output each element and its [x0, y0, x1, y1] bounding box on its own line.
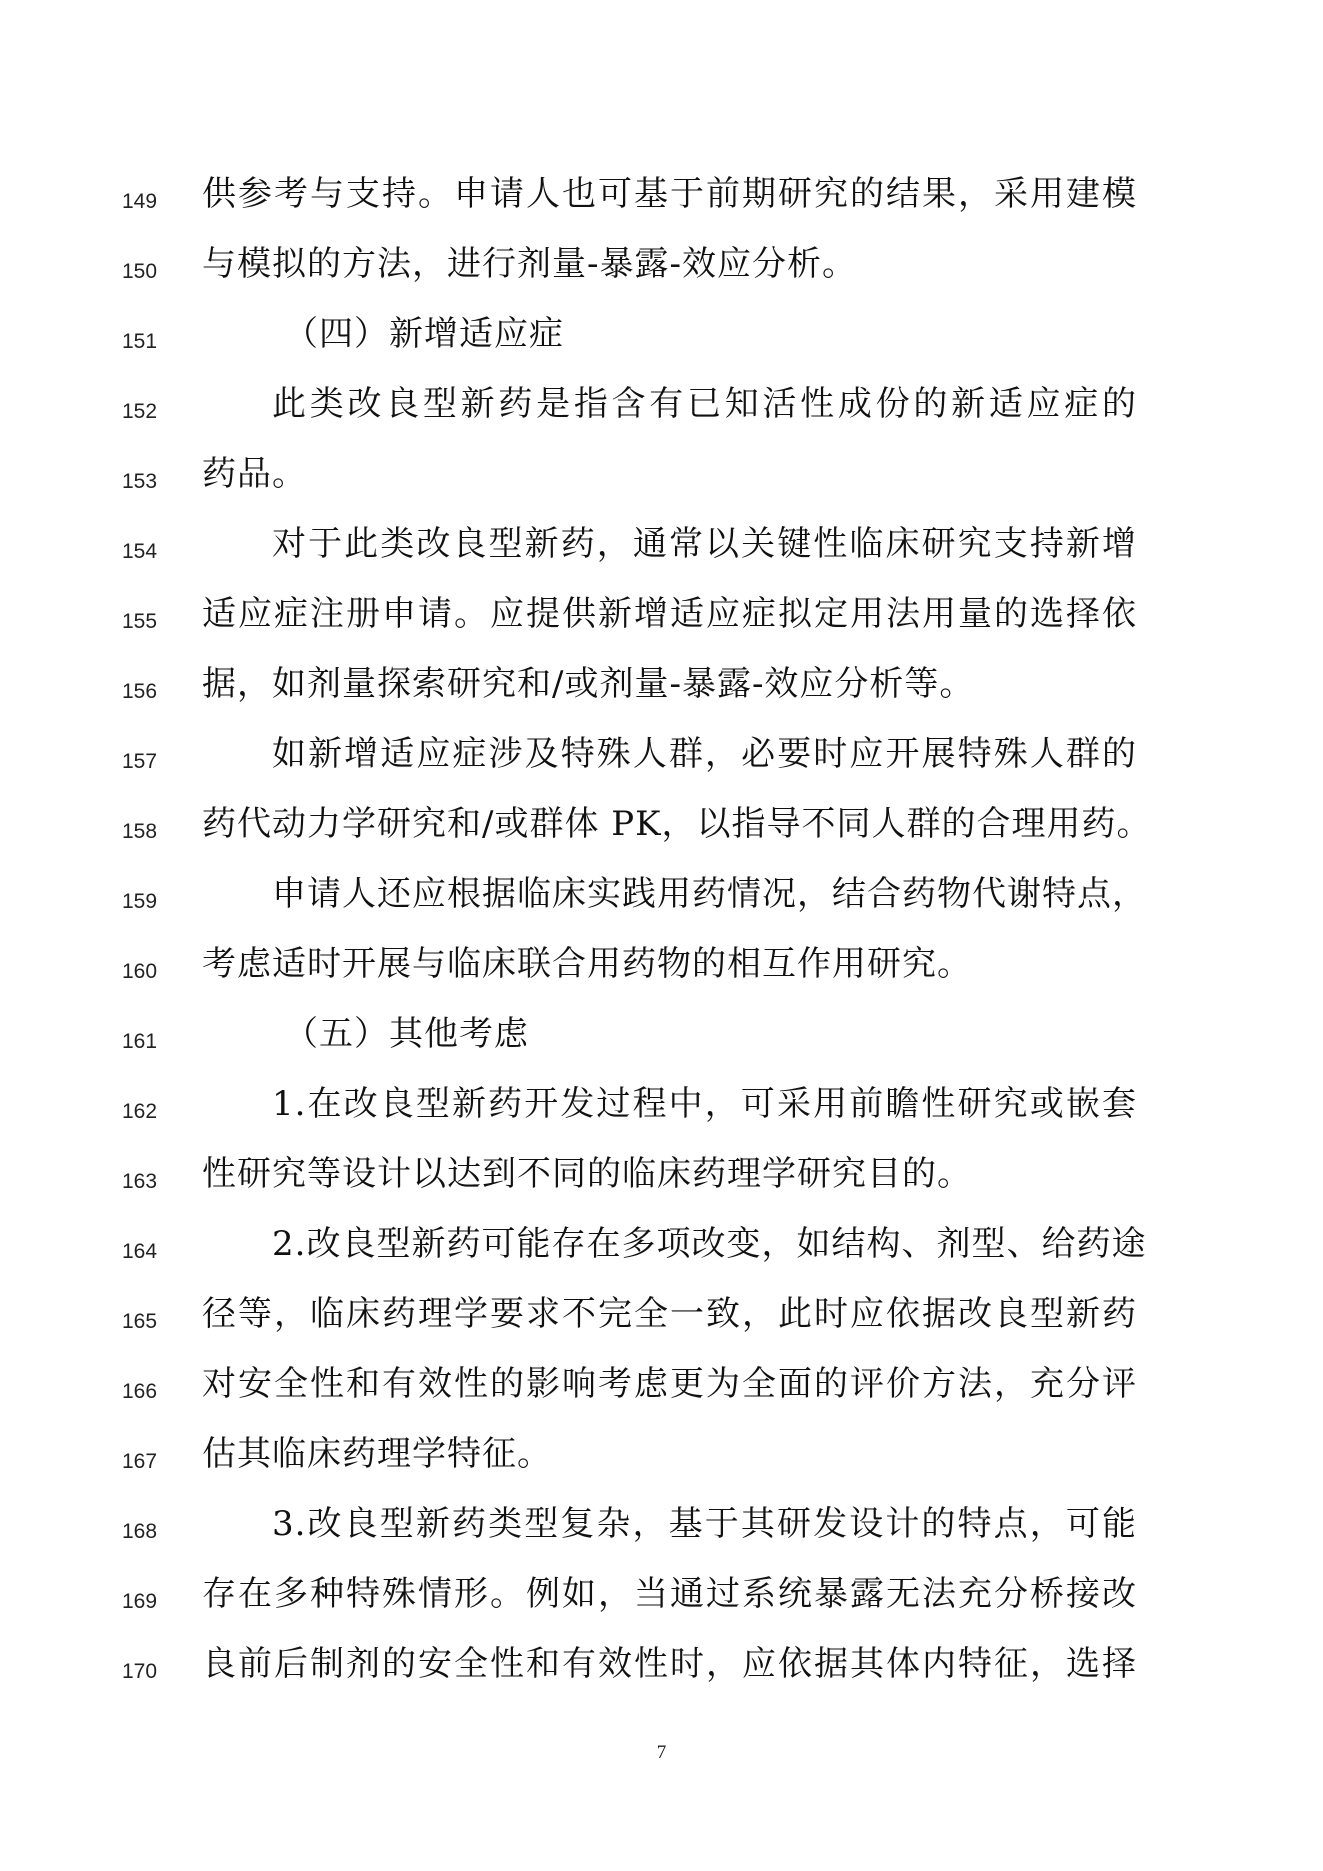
line-number: 169	[122, 1590, 158, 1613]
line-text: 3.改良型新药类型复杂，基于其研发设计的特点，可能	[272, 1504, 1137, 1544]
line-162	[0, 1078, 1323, 1148]
line-text: 申请人还应根据临床实践用药情况，结合药物代谢特点，	[272, 874, 1147, 914]
line-164	[0, 1218, 1323, 1288]
line-number: 153	[122, 470, 158, 493]
line-number: 152	[122, 400, 158, 423]
line-number: 170	[122, 1660, 158, 1683]
line-text: 对于此类改良型新药，通常以关键性临床研究支持新增	[272, 524, 1137, 564]
line-number: 168	[122, 1520, 158, 1543]
line-text: 考虑适时开展与临床联合用药物的相互作用研究。	[202, 944, 972, 984]
line-text: 存在多种特殊情形。例如，当通过系统暴露无法充分桥接改	[202, 1574, 1137, 1614]
line-155	[0, 588, 1323, 658]
line-number: 149	[122, 190, 158, 213]
line-text: 2.改良型新药可能存在多项改变，如结构、剂型、给药途	[272, 1224, 1147, 1264]
line-text: 良前后制剂的安全性和有效性时，应依据其体内特征，选择	[202, 1644, 1137, 1684]
line-number: 167	[122, 1450, 158, 1473]
line-number: 157	[122, 750, 158, 773]
line-text: 如新增适应症涉及特殊人群，必要时应开展特殊人群的	[272, 734, 1137, 774]
line-text: 据，如剂量探索研究和/或剂量-暴露-效应分析等。	[202, 664, 975, 704]
line-number: 161	[122, 1030, 158, 1053]
line-text: 适应症注册申请。应提供新增适应症拟定用法用量的选择依	[202, 594, 1137, 634]
line-169	[0, 1568, 1323, 1638]
line-163	[0, 1148, 1323, 1218]
line-151	[0, 308, 1323, 378]
line-166	[0, 1358, 1323, 1428]
line-160	[0, 938, 1323, 1008]
line-149	[0, 168, 1323, 238]
line-text: 径等，临床药理学要求不完全一致，此时应依据改良型新药	[202, 1294, 1137, 1334]
line-number: 151	[122, 330, 158, 353]
line-number: 158	[122, 820, 158, 843]
line-167	[0, 1428, 1323, 1498]
line-152	[0, 378, 1323, 448]
line-158	[0, 798, 1323, 868]
line-161	[0, 1008, 1323, 1078]
line-165	[0, 1288, 1323, 1358]
line-number: 159	[122, 890, 158, 913]
line-text: 此类改良型新药是指含有已知活性成份的新适应症的	[272, 384, 1137, 424]
line-number: 156	[122, 680, 158, 703]
line-number: 165	[122, 1310, 158, 1333]
line-number: 163	[122, 1170, 158, 1193]
line-text: 性研究等设计以达到不同的临床药理学研究目的。	[202, 1154, 972, 1194]
section-heading: （五）其他考虑	[284, 1014, 529, 1054]
line-156	[0, 658, 1323, 728]
line-text: 与模拟的方法，进行剂量-暴露-效应分析。	[202, 244, 857, 284]
line-159	[0, 868, 1323, 938]
section-heading: （四）新增适应症	[284, 314, 564, 354]
line-number: 162	[122, 1100, 158, 1123]
line-number: 160	[122, 960, 158, 983]
line-text: 估其临床药理学特征。	[202, 1434, 552, 1474]
line-170	[0, 1638, 1323, 1708]
line-text: 药代动力学研究和/或群体 PK，以指导不同人群的合理用药。	[202, 804, 1152, 844]
line-153	[0, 448, 1323, 518]
line-168	[0, 1498, 1323, 1568]
line-number: 154	[122, 540, 158, 563]
line-154	[0, 518, 1323, 588]
line-text: 药品。	[202, 454, 307, 494]
line-text: 对安全性和有效性的影响考虑更为全面的评价方法，充分评	[202, 1364, 1137, 1404]
line-number: 150	[122, 260, 158, 283]
page-number: 7	[656, 1742, 667, 1763]
line-150	[0, 238, 1323, 308]
line-number: 166	[122, 1380, 158, 1403]
line-number: 164	[122, 1240, 158, 1263]
line-text: 1.在改良型新药开发过程中，可采用前瞻性研究或嵌套	[272, 1084, 1137, 1124]
line-number: 155	[122, 610, 158, 633]
line-157	[0, 728, 1323, 798]
line-text: 供参考与支持。申请人也可基于前期研究的结果，采用建模	[202, 174, 1137, 214]
